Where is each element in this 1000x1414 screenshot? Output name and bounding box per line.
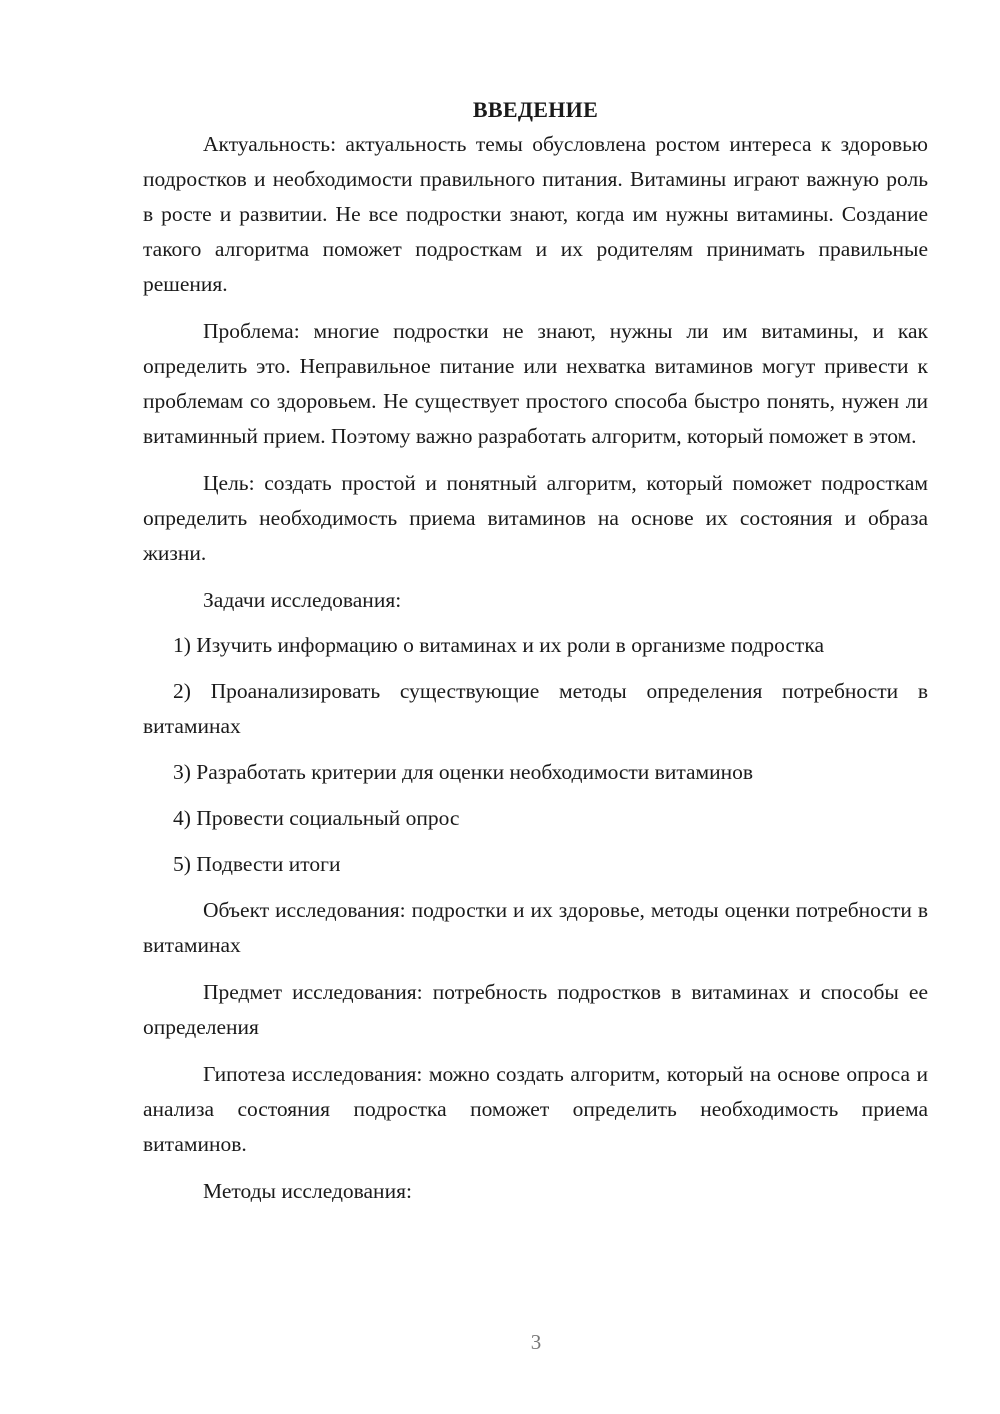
task-item-1: 1) Изучить информацию о витаминах и их роли в организме подростка: [173, 633, 824, 657]
hypothesis-paragraph: Гипотеза исследования: можно создать алгоритм, который на основе опроса и анализа состояния подростка поможет определить необходимость приема витаминов.: [143, 1062, 928, 1156]
section-heading: ВВЕДЕНИЕ: [472, 97, 599, 122]
page-number: 3: [530, 1330, 542, 1354]
problem-paragraph: Проблема: многие подростки не знают, нужны ли им витамины, и как определить это. Неправильное питание или нехватка витаминов могут привести к проблемам со здоровьем. Не существует простого способа быстро понять, нужен ли витаминный прием. Поэтому важно разработать алгоритм, который поможет в этом.: [143, 319, 928, 448]
task-item-4: 4) Провести социальный опрос: [173, 806, 460, 830]
goal-paragraph: Цель: создать простой и понятный алгоритм, который поможет подросткам определить необходимость приема витаминов на основе их состояния и образа жизни.: [143, 471, 928, 565]
relevance-paragraph: Актуальность: актуальность темы обусловлена ростом интереса к здоровью подростков и необходимости правильного питания. Витамины играют важную роль в росте и развитии. Не все подростки знают, когда им нужны витамины. Создание такого алгоритма поможет подросткам и их родителям принимать правильные решения.: [143, 132, 928, 296]
methods-heading: Методы исследования:: [203, 1179, 412, 1203]
task-item-2: 2) Проанализировать существующие методы определения потребности в витаминах: [143, 679, 928, 738]
tasks-heading: Задачи исследования:: [203, 588, 402, 612]
document-page: [143, 92, 928, 1221]
object-paragraph: Объект исследования: подростки и их здоровье, методы оценки потребности в витаминах: [143, 898, 928, 957]
task-item-5: 5) Подвести итоги: [173, 852, 341, 876]
subject-paragraph: Предмет исследования: потребность подростков в витаминах и способы ее определения: [143, 980, 928, 1039]
task-item-3: 3) Разработать критерии для оценки необходимости витаминов: [173, 760, 754, 784]
